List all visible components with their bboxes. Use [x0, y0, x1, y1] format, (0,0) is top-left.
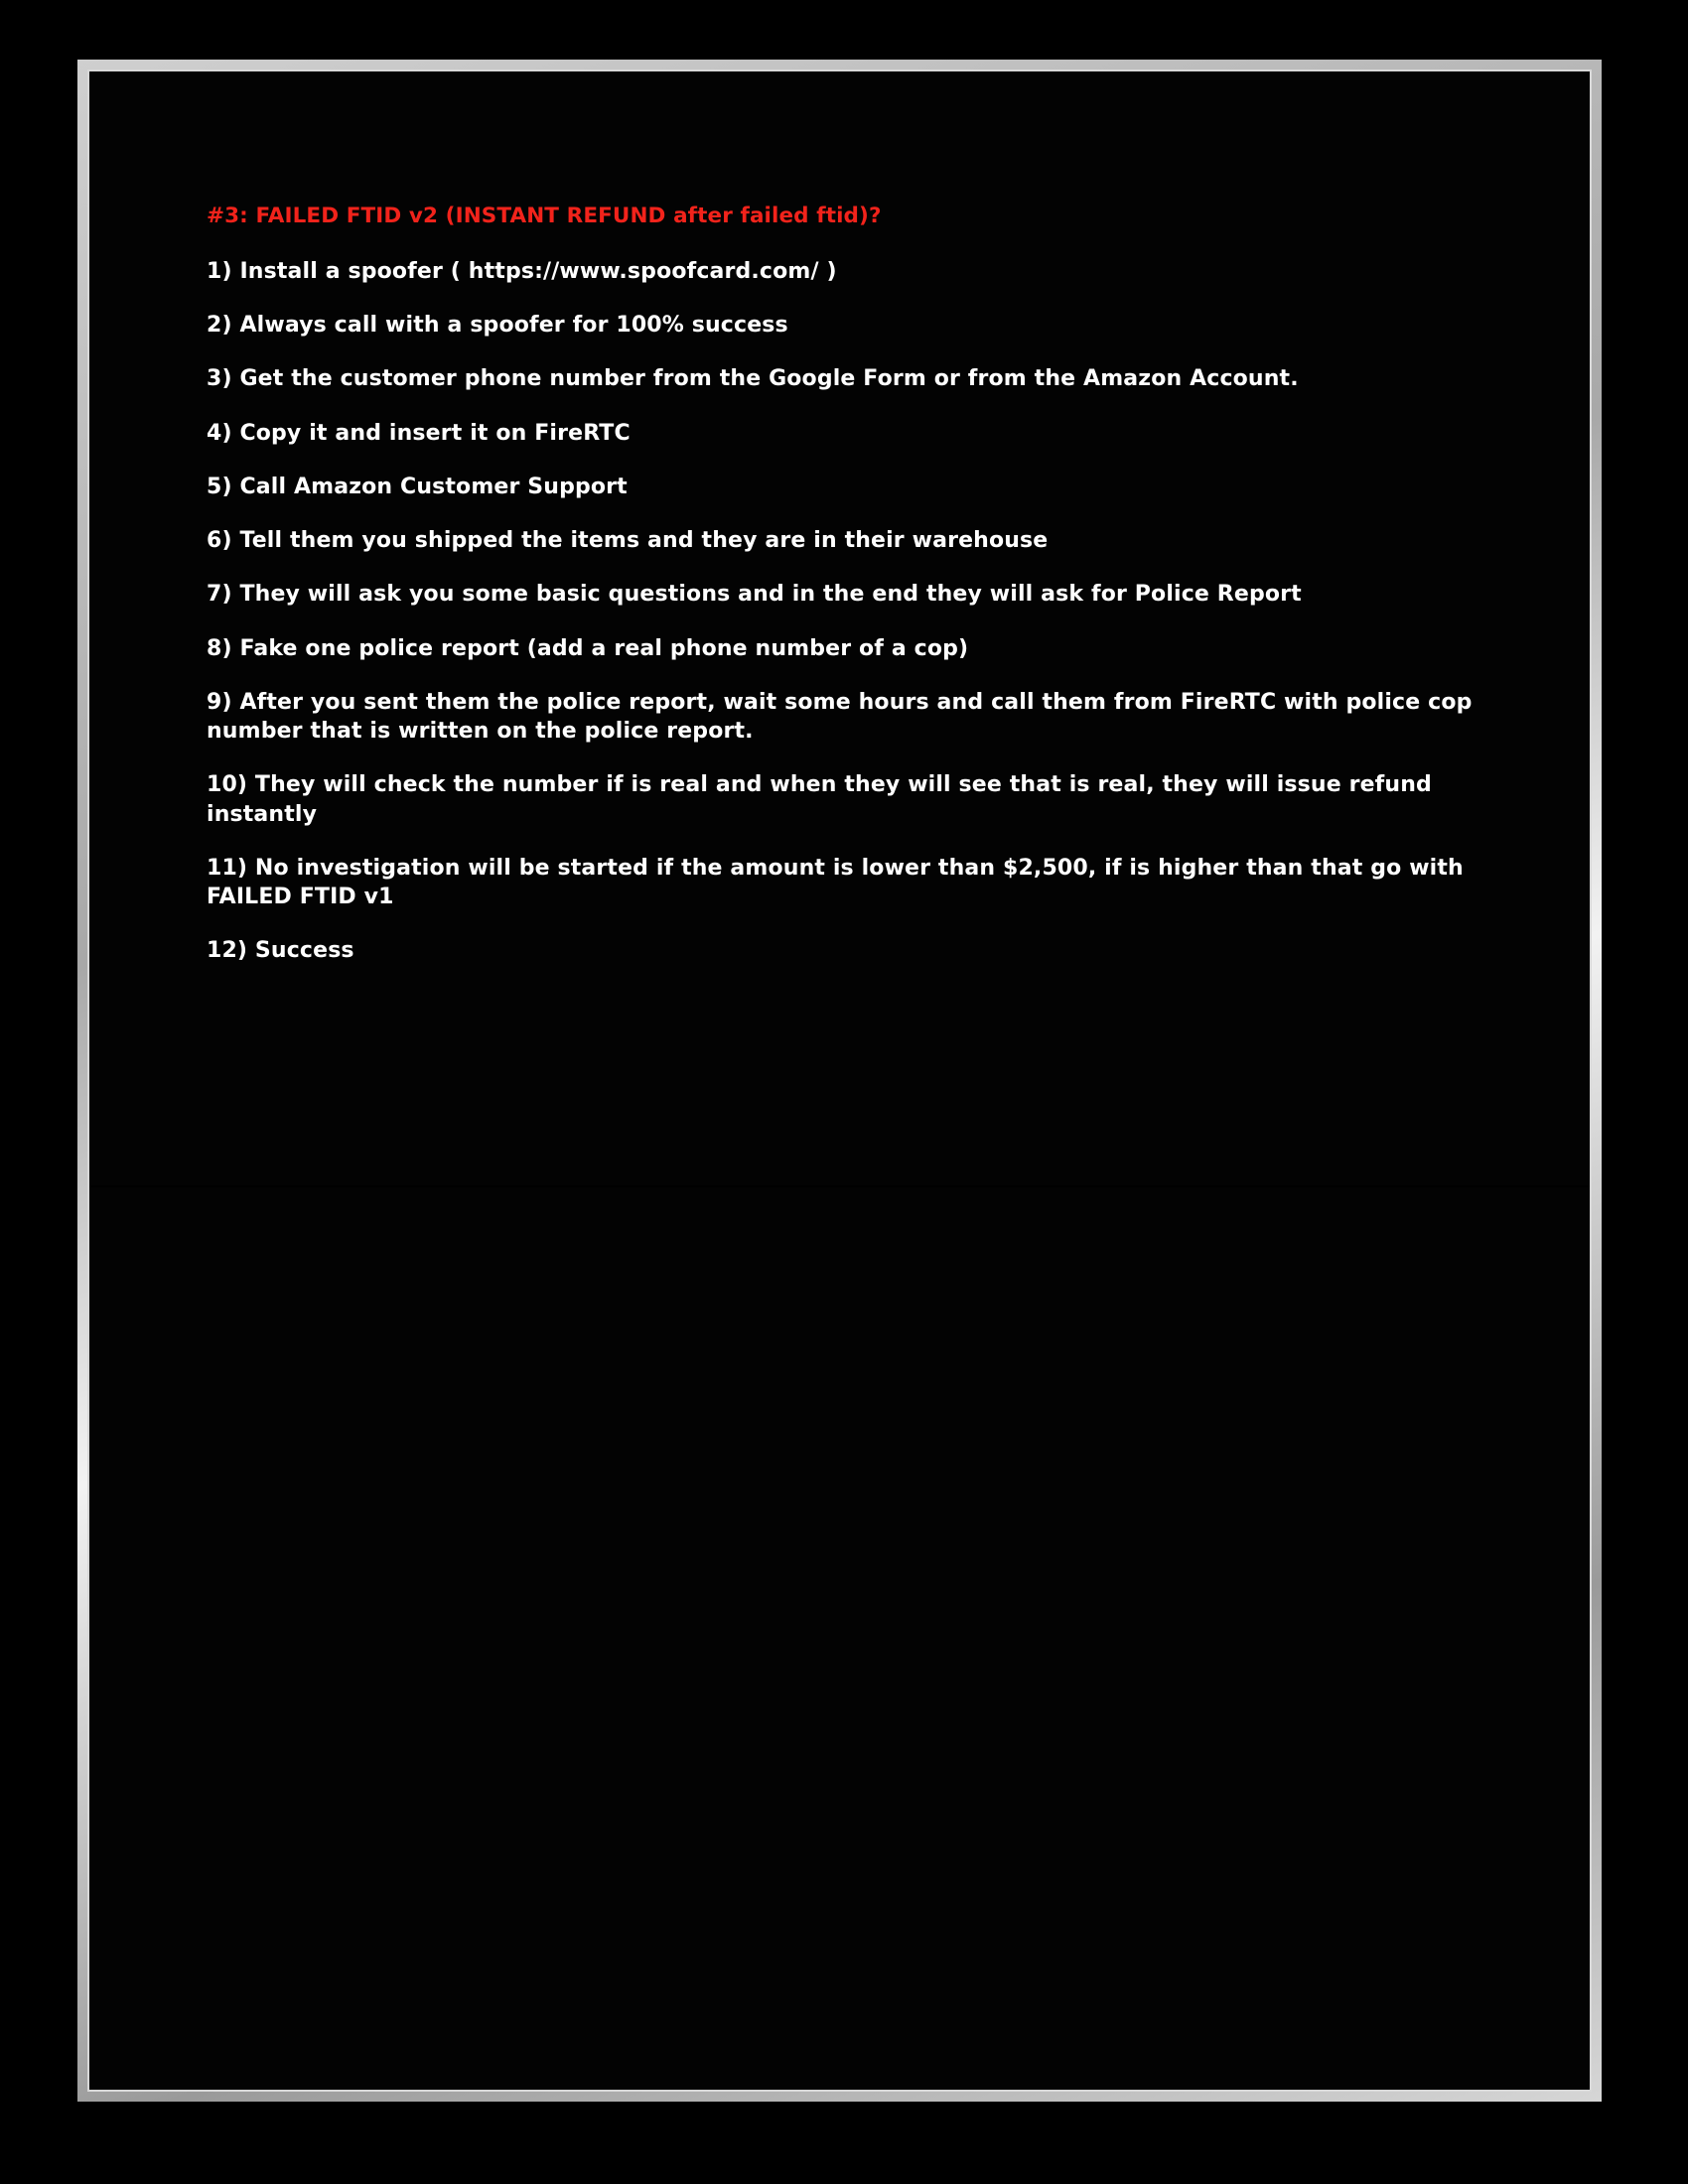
document-content [207, 203, 1507, 966]
document-step-4: 4) Copy it and insert it on FireRTC [207, 420, 631, 446]
document-step-6: 6) Tell them you shipped the items and they are in their warehouse [207, 528, 1049, 554]
document-step-1: 1) Install a spoofer ( https://www.spoofcard.com/ ) [207, 258, 837, 284]
document-step-11: 11) No investigation will be started if the amount is lower than $2,500, if is higher than that go with FAILED FTID v1 [207, 855, 1464, 910]
document-step-3: 3) Get the customer phone number from the Google Form or from the Amazon Account. [207, 366, 1299, 392]
document-page-frame [77, 60, 1602, 2102]
document-step-5: 5) Call Amazon Customer Support [207, 474, 628, 499]
document-step-8: 8) Fake one police report (add a real phone number of a cop) [207, 635, 969, 661]
page-seam-divider [89, 1185, 1590, 1187]
document-step-9: 9) After you sent them the police report, wait some hours and call them from FireRTC with police cop number that is written on the police report. [207, 689, 1473, 745]
document-step-10: 10) They will check the number if is real and when they will see that is real, they will issue refund instantly [207, 772, 1432, 827]
document-title: #3: FAILED FTID v2 (INSTANT REFUND after failed ftid)? [207, 204, 882, 228]
document-step-7: 7) They will ask you some basic questions and in the end they will ask for Police Report [207, 582, 1302, 608]
document-step-12: 12) Success [207, 938, 354, 964]
document-step-2: 2) Always call with a spoofer for 100% success [207, 313, 788, 339]
document-page [87, 69, 1592, 2092]
